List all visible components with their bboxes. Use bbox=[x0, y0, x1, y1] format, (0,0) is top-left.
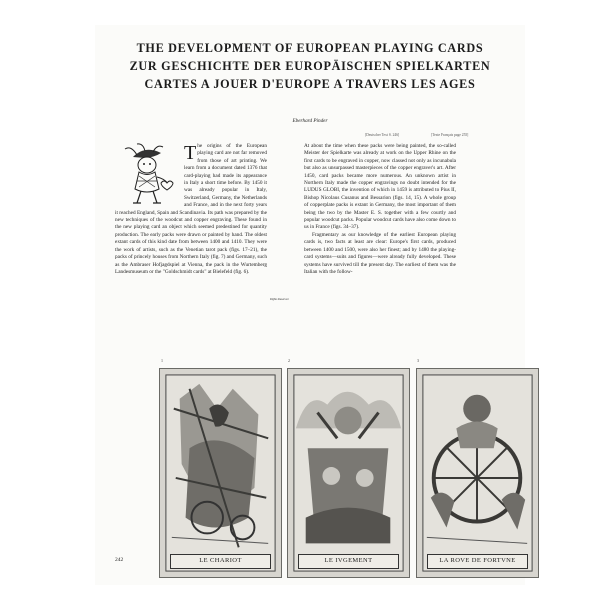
playing-card-image bbox=[416, 368, 539, 578]
text-column-left bbox=[115, 143, 267, 276]
german-text-reference: [Deutscher Text S. 246] bbox=[365, 133, 400, 137]
page-number: 242 bbox=[115, 557, 124, 563]
figure-caption: LE IVGEMENT bbox=[298, 554, 399, 569]
text-column-right bbox=[304, 143, 456, 276]
body-paragraph: At about the time when these packs were being painted, the so-called Meister der Spielkarte was already at work on the Upper Rhine on the first cards to be engraved in copper, now classed not only as incunabula but also as unsurpassed masterpieces of the copper engraver's art. After 1450, card packs became more numerous. An unknown artist in Northern Italy made the copper engravings no doubt intended for the LUDUS GLOBI, the invention of which in 1459 is attributed to Pius II, Bishop Nicolaus Cusanus and Bessarion (figs. 14, 15). A whole group of copperplate packs is extant in Germany, the most important of them being the two by the Master E. S. together with a few courtly and popular woodcut packs. Popular woodcut cards have also come down to us in France (figs. 34–37). bbox=[304, 143, 456, 231]
title-block bbox=[95, 39, 525, 93]
figure-number: 3 bbox=[417, 358, 419, 363]
title-german: ZUR GESCHICHTE DER EUROPÄISCHEN SPIELKARTEN bbox=[129, 59, 491, 73]
title-english: THE DEVELOPMENT OF EUROPEAN PLAYING CARDS bbox=[136, 41, 484, 55]
page bbox=[95, 25, 525, 585]
playing-card-image bbox=[159, 368, 282, 578]
drop-cap: T bbox=[184, 142, 197, 164]
figure-number: 1 bbox=[161, 358, 163, 363]
french-text-reference: [Texte Français page 255] bbox=[431, 133, 469, 137]
playing-card-image bbox=[287, 368, 410, 578]
body-text-column-1: he origins of the European playing card are not far removed from those of art printing. We learn from a document dated 1376 that card-playing had made its appearance in Italy a short time before. By 1450 it was already popular in Italy, Switzerland, Germany, the Netherlands and France, and in the next forty years it reached England, Spain and Scandinavia. Its path was prepared by the new techniques of the woodcut and copper engraving. These found in the new playing card an object which seemed predestined for quantity production. The early packs were drawn or painted by hand. The oldest extant cards of this kind date from between 1400 and 1410. They were the work of artists, such as the Venetian tarot pack (figs. 17–21), the packs of princely houses from Northern Italy (fig. 7) and Germany, such as the Ambraser Hofjagdspiel at Vienna, the pack in the Wurtemberg Landesmuseum or the "Goldschmidt cards" at Bielefeld (fig. 6). bbox=[115, 143, 268, 275]
author: Eberhard Pinder bbox=[292, 118, 328, 124]
figure-number: 2 bbox=[288, 358, 290, 363]
card-judgement-illustration bbox=[288, 369, 409, 577]
body-paragraph: Fragmentary as our knowledge of the earliest European playing cards is, two facts at least are clear: Europe's first cards, produced between 1400 and 1500, were also her finest; and by 1480 the playing-card systems—suits and figures—were already fully developed. These systems have survived till the present day. The earliest of them was the Italian with the follow- bbox=[304, 231, 456, 275]
figure-caption: LE CHARIOT bbox=[170, 554, 271, 569]
jester-illustration bbox=[115, 143, 181, 205]
figure-caption: LA ROVE DE FORTVNE bbox=[427, 554, 528, 569]
card-chariot-illustration bbox=[160, 369, 281, 577]
card-wheel-of-fortune-illustration bbox=[417, 369, 538, 577]
rights-note: Rights Reserved bbox=[270, 298, 289, 301]
title-french: CARTES A JOUER D'EUROPE A TRAVERS LES AGES bbox=[144, 77, 476, 91]
